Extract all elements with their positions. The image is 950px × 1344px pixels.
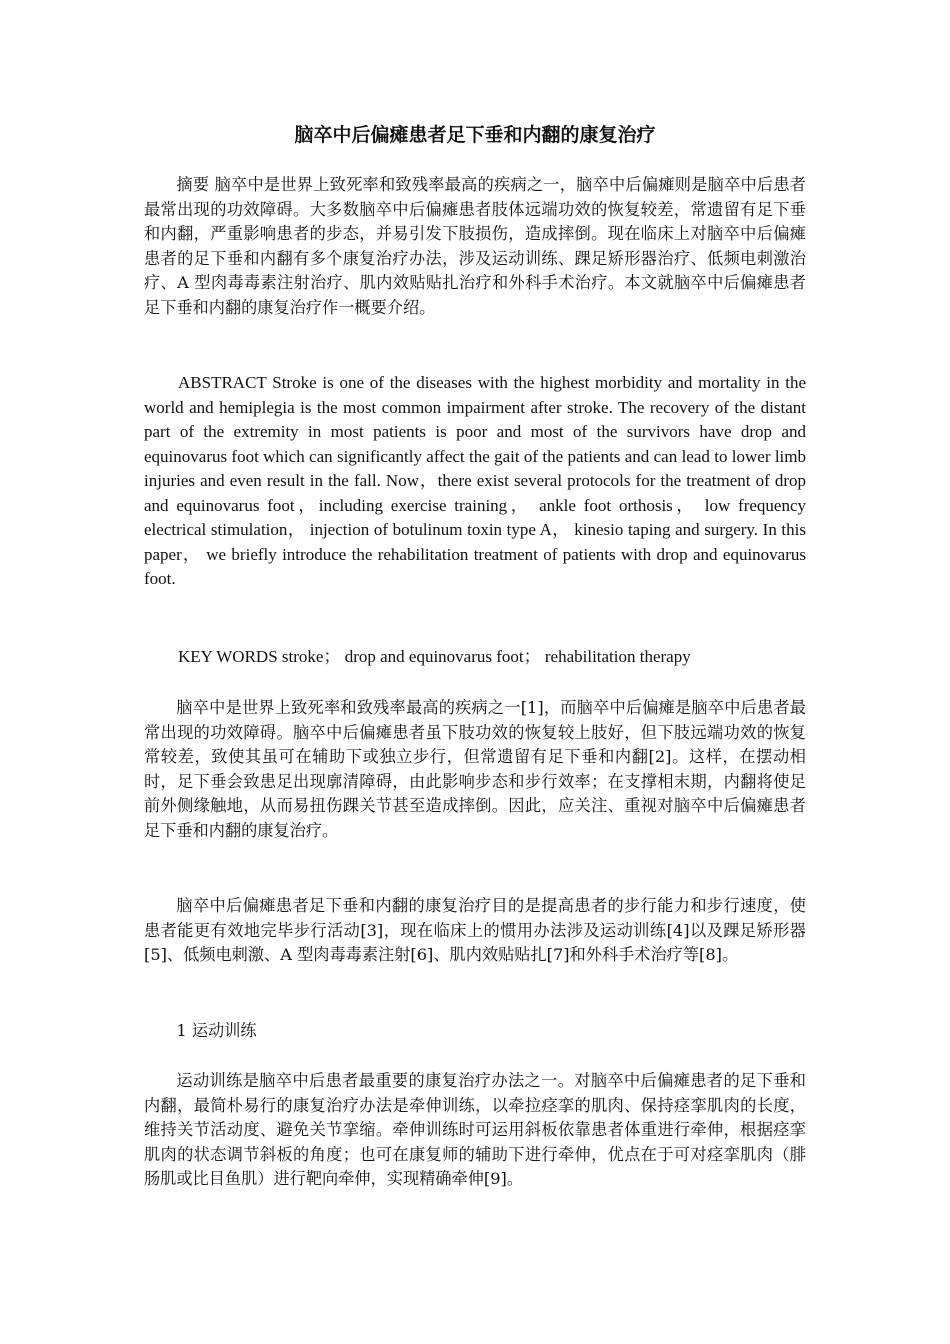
body-paragraph-1: 脑卒中是世界上致死率和致残率最高的疾病之一[1]，而脑卒中后偏瘫是脑卒中后患者最常出现的功效障碍。脑卒中后偏瘫患者虽下肢功效的恢复较上肢好，但下肢远端功效的恢复常较差，致使其虽可在辅助下或独立步行，但常遗留有足下垂和内翻[2]。这样，在摆动相时，足下垂会致患足出现廓清障碍，由此影响步态和步行效率；在支撑相末期，内翻将使足前外侧缘触地，从而易扭伤踝关节甚至造成摔倒。因此，应关注、重视对脑卒中后偏瘫患者足下垂和内翻的康复治疗。 — [144, 698, 806, 840]
paper-title: 脑卒中后偏瘫患者足下垂和内翻的康复治疗 — [294, 124, 656, 146]
abstract-english: ABSTRACT Stroke is one of the diseases with the highest morbidity and mortality in the world and hemiplegia is the most common impairment after stroke. The recovery of the distant part of the extremity in most patients is poor and most of the survivors have drop and equinovarus foot which can significantly affect the gait of the patients and can lead to lower limb injuries and even result in the fall. Now，there exist several protocols for the treatment of drop and equinovarus foot，including exercise training， ankle foot orthosis， low frequency electrical stimulation， injection of botulinum toxin type A， kinesio taping and surgery. In this paper， we briefly introduce the rehabilitation treatment of patients with drop and equinovarus foot. — [144, 373, 806, 588]
keywords: KEY WORDS stroke； drop and equinovarus foot； rehabilitation therapy — [178, 647, 691, 666]
body-paragraph-2: 脑卒中后偏瘫患者足下垂和内翻的康复治疗目的是提高患者的步行能力和步行速度，使患者能更有效地完毕步行活动[3]，现在临床上的惯用办法涉及运动训练[4]以及踝足矫形器[5]、低频电刺激、A 型肉毒毒素注射[6]、肌内效贴贴扎[7]和外科手术治疗等[8]。 — [144, 896, 806, 964]
section-heading-1: 1 运动训练 — [176, 1021, 257, 1040]
abstract-chinese: 摘要 脑卒中是世界上致死率和致残率最高的疾病之一，脑卒中后偏瘫则是脑卒中后患者最常出现的功效障碍。大多数脑卒中后偏瘫患者肢体远端功效的恢复较差，常遗留有足下垂和内翻，严重影响患者的步态，并易引发下肢损伤，造成摔倒。现在临床上对脑卒中后偏瘫患者的足下垂和内翻有多个康复治疗办法，涉及运动训练、踝足矫形器治疗、低频电刺激治疗、A 型肉毒毒素注射治疗、肌内效贴贴扎治疗和外科手术治疗。本文就脑卒中后偏瘫患者足下垂和内翻的康复治疗作一概要介绍。 — [144, 175, 806, 317]
body-paragraph-3: 运动训练是脑卒中后患者最重要的康复治疗办法之一。对脑卒中后偏瘫患者的足下垂和内翻，最简朴易行的康复治疗办法是牵伸训练，以牵拉痉挛的肌肉、保持痉挛肌肉的长度，维持关节活动度、避免关节挛缩。牵伸训练时可运用斜板依靠患者体重进行牵伸，根据痉挛肌肉的状态调节斜板的角度；也可在康复师的辅助下进行牵伸，优点在于可对痉挛肌肉（腓肠肌或比目鱼肌）进行靶向牵伸，实现精确牵伸[9]。 — [144, 1071, 806, 1188]
